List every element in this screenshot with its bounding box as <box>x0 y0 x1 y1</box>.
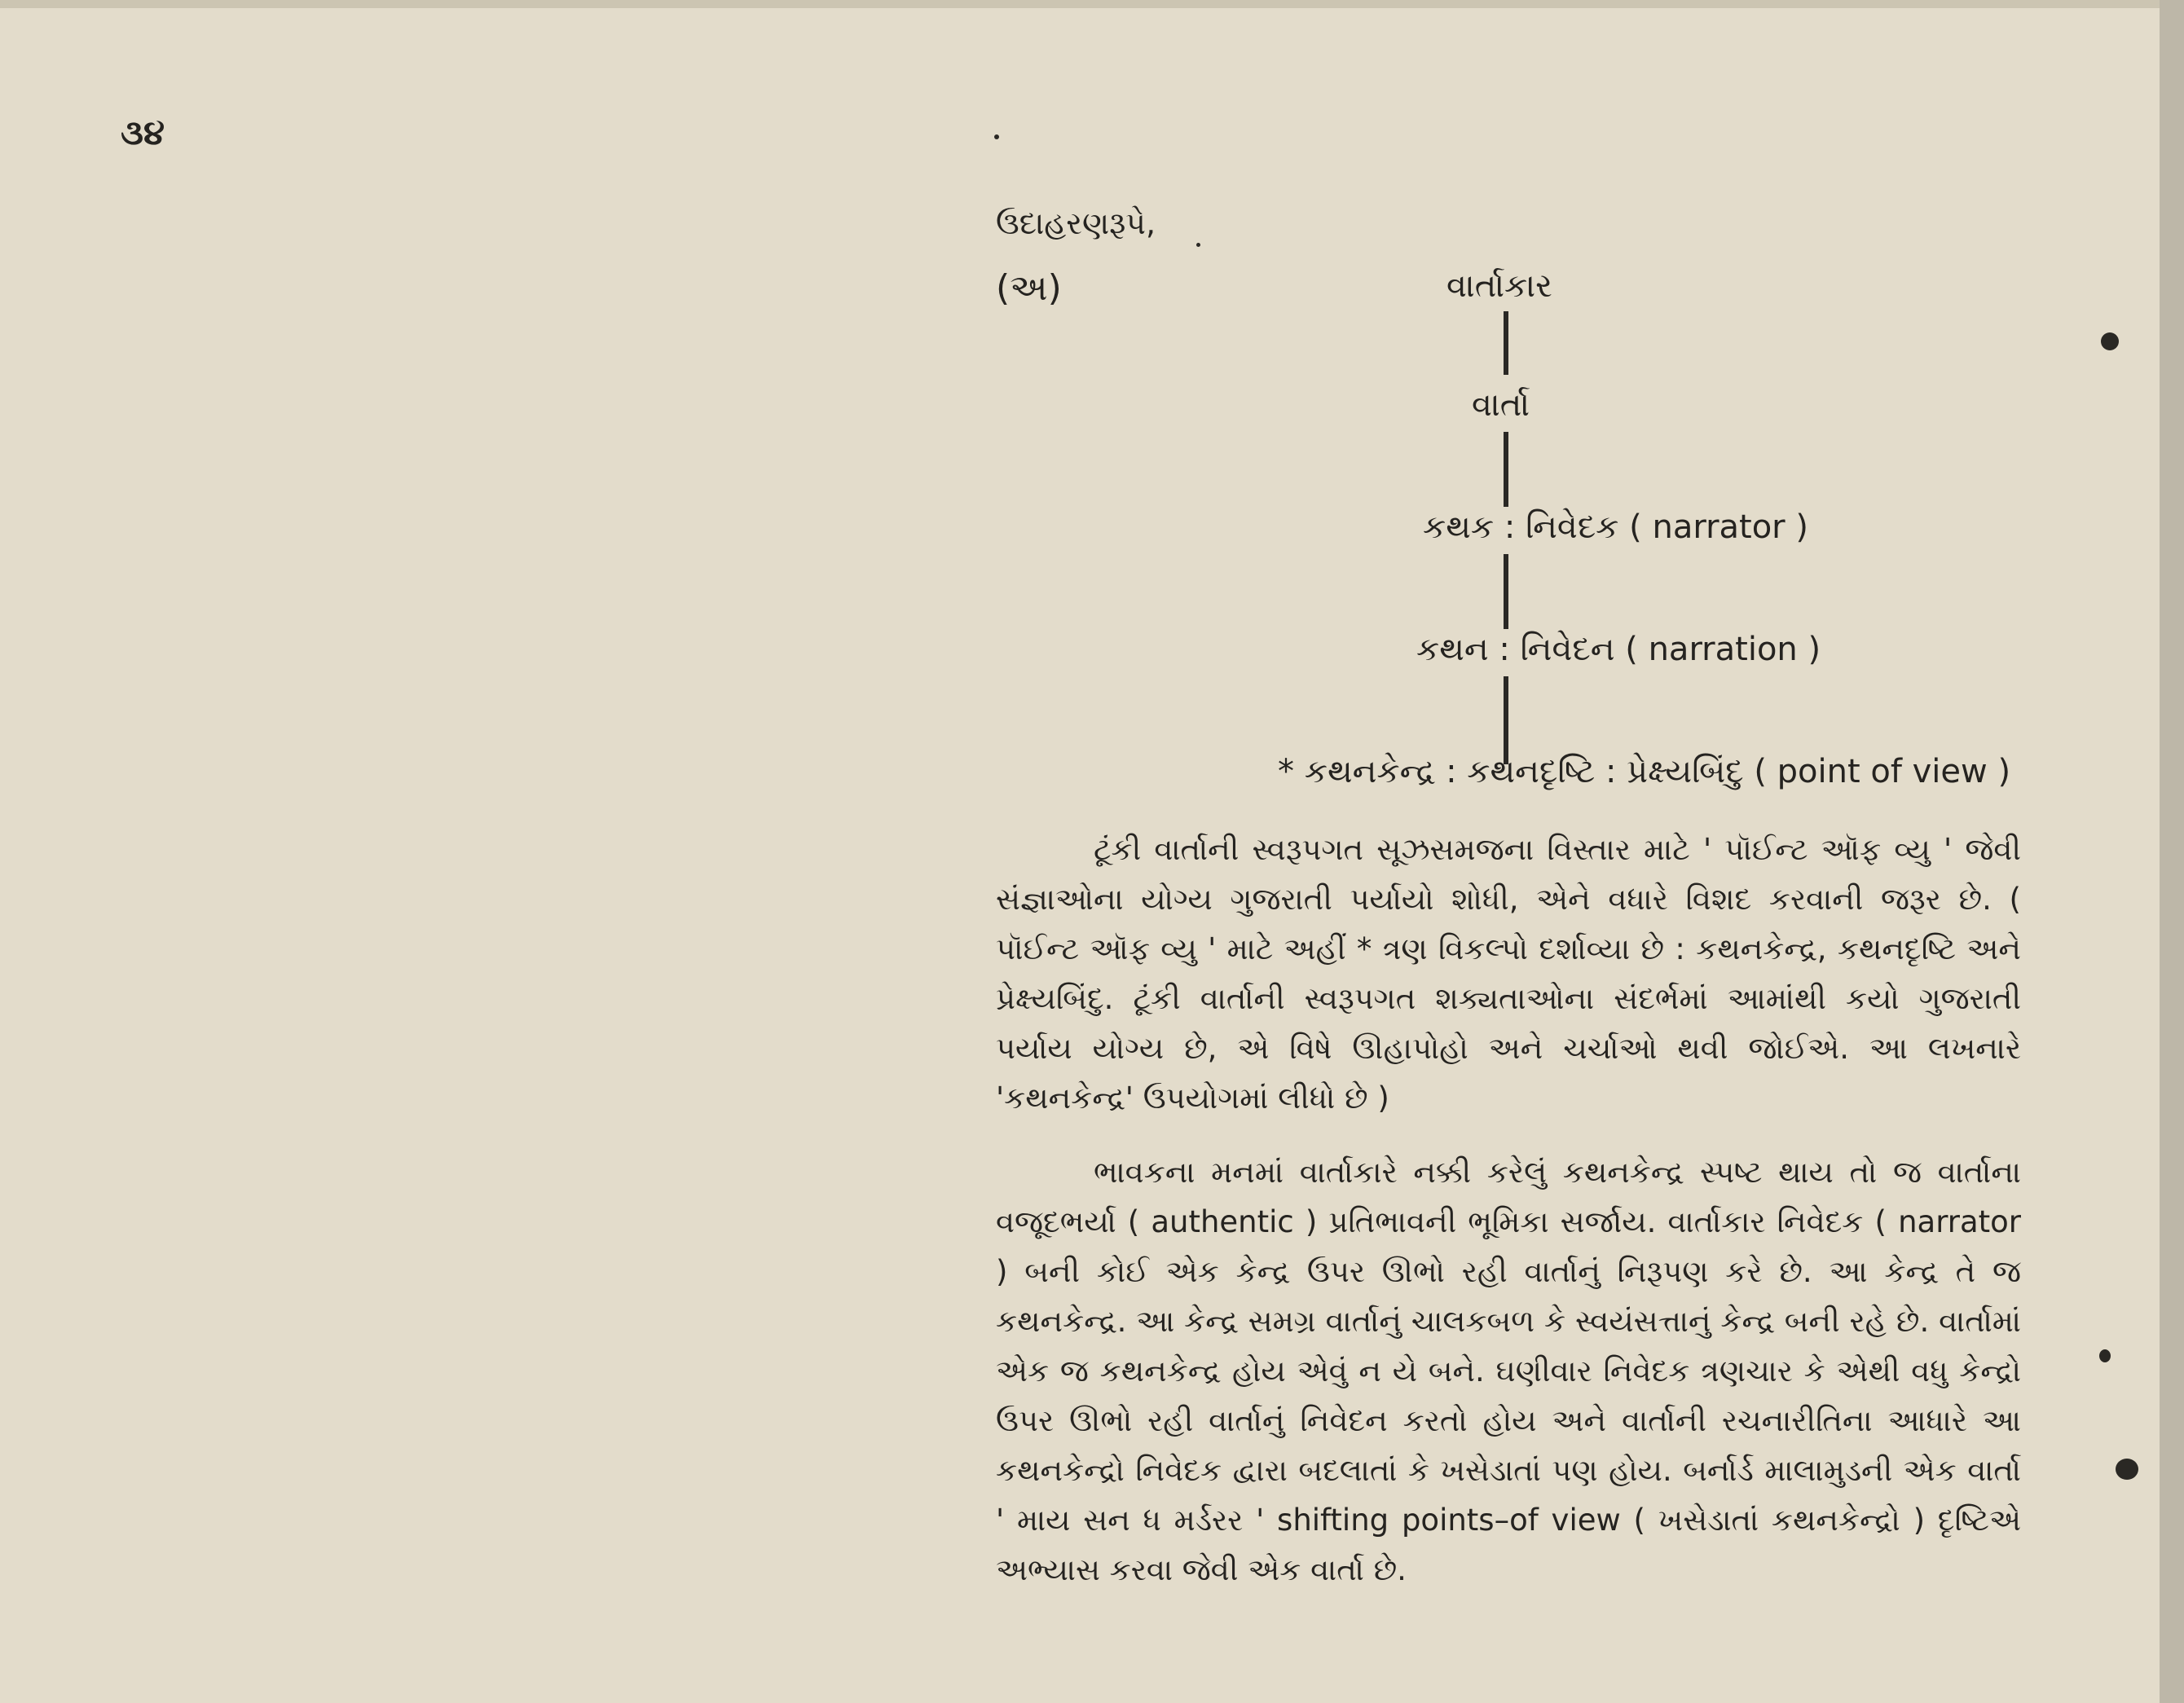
diagram-node-story: વાર્તા <box>1472 386 1530 424</box>
page-number: ૩૪ <box>121 112 165 152</box>
diagram-connector <box>1504 676 1508 764</box>
page-top-edge <box>0 0 2184 8</box>
diagram-node-narration: કથન : નિવેદન ( narration ) <box>1416 631 1821 668</box>
page-edge-shadow <box>2160 0 2184 1703</box>
binding-hole <box>2116 1459 2138 1480</box>
paper-speck <box>1196 243 1200 247</box>
diagram-label: (અ) <box>996 267 1062 309</box>
diagram-node-narrator: કથક : નિવેદક ( narrator ) <box>1423 508 1808 546</box>
intro-text: ઉદાહરણરૂપે, <box>996 205 1156 241</box>
diagram-connector <box>1504 311 1508 375</box>
diagram-node-point-of-view: * કથનકેન્દ્ર : કથનદૃષ્ટિ : પ્રેક્ષ્યબિંદુ ( point of view ) <box>1278 753 2011 790</box>
diagram-connector <box>1504 432 1508 507</box>
body-paragraph-1: ટૂંકી વાર્તાની સ્વરૂપગત સૂઝસમજના વિસ્તાર માટે ' પૉઈન્ટ ઑફ વ્યુ ' જેવી સંજ્ઞાઓના યોગ્ય ગુજરાતી પર્યાયો શોધી, એને વધારે વિશદ કરવાની જરૂર છે. ( પૉઈન્ટ ઑફ વ્યુ ' માટે અહીં * ત્રણ વિકલ્પો દર્શાવ્યા છે : કથનકેન્દ્ર, કથનદૃષ્ટિ અને પ્રેક્ષ્યબિંદુ. ટૂંકી વાર્તાની સ્વરૂપગત શક્યતાઓના સંદર્ભમાં આમાંથી કયો ગુજરાતી પર્યાય યોગ્ય છે, એ વિષે ઊહાપોહો અને ચર્ચાઓ થવી જોઈએ. આ લખનારે 'કથનકેન્દ્ર' ઉપયોગમાં લીધો છે ) <box>996 832 2021 1116</box>
diagram-node-storyteller: વાર્તાકાર <box>1446 267 1552 305</box>
diagram-connector <box>1504 554 1508 629</box>
binding-hole <box>2099 1349 2111 1362</box>
binding-hole <box>2101 332 2119 350</box>
paper-speck <box>994 134 999 139</box>
body-paragraph-2: ભાવકના મનમાં વાર્તાકારે નક્કી કરેલું કથનકેન્દ્ર સ્પષ્ટ થાય તો જ વાર્તાના વજૂદભર્યા ( authentic ) પ્રતિભાવની ભૂમિકા સર્જાય. વાર્તાકાર નિવેદક ( narrator ) બની કોઈ એક કેન્દ્ર ઉપર ઊભો રહી વાર્તાનું નિરૂપણ કરે છે. આ કેન્દ્ર તે જ કથનકેન્દ્ર. આ કેન્દ્ર સમગ્ર વાર્તાનું ચાલકબળ કે સ્વયંસત્તાનું કેન્દ્ર બની રહે છે. વાર્તામાં એક જ કથનકેન્દ્ર હોય એવું ન યે બને. ઘણીવાર નિવેદક ત્રણચાર કે એથી વધુ કેન્દ્રો ઉપર ઊભો રહી વાર્તાનું નિવેદન કરતો હોય અને વાર્તાની રચનારીતિના આધારે આ કથનકેન્દ્રો નિવેદક દ્વારા બદલાતાં કે ખસેડાતાં પણ હોય. બર્નાર્ડ માલામુડની એક વાર્તા ' માય સન ધ મર્ડરર ' shifting points–of view ( ખસેડાતાં કથનકેન્દ્રો ) દૃષ્ટિએ અભ્યાસ કરવા જેવી એક વાર્તા છે. <box>996 1155 2021 1587</box>
